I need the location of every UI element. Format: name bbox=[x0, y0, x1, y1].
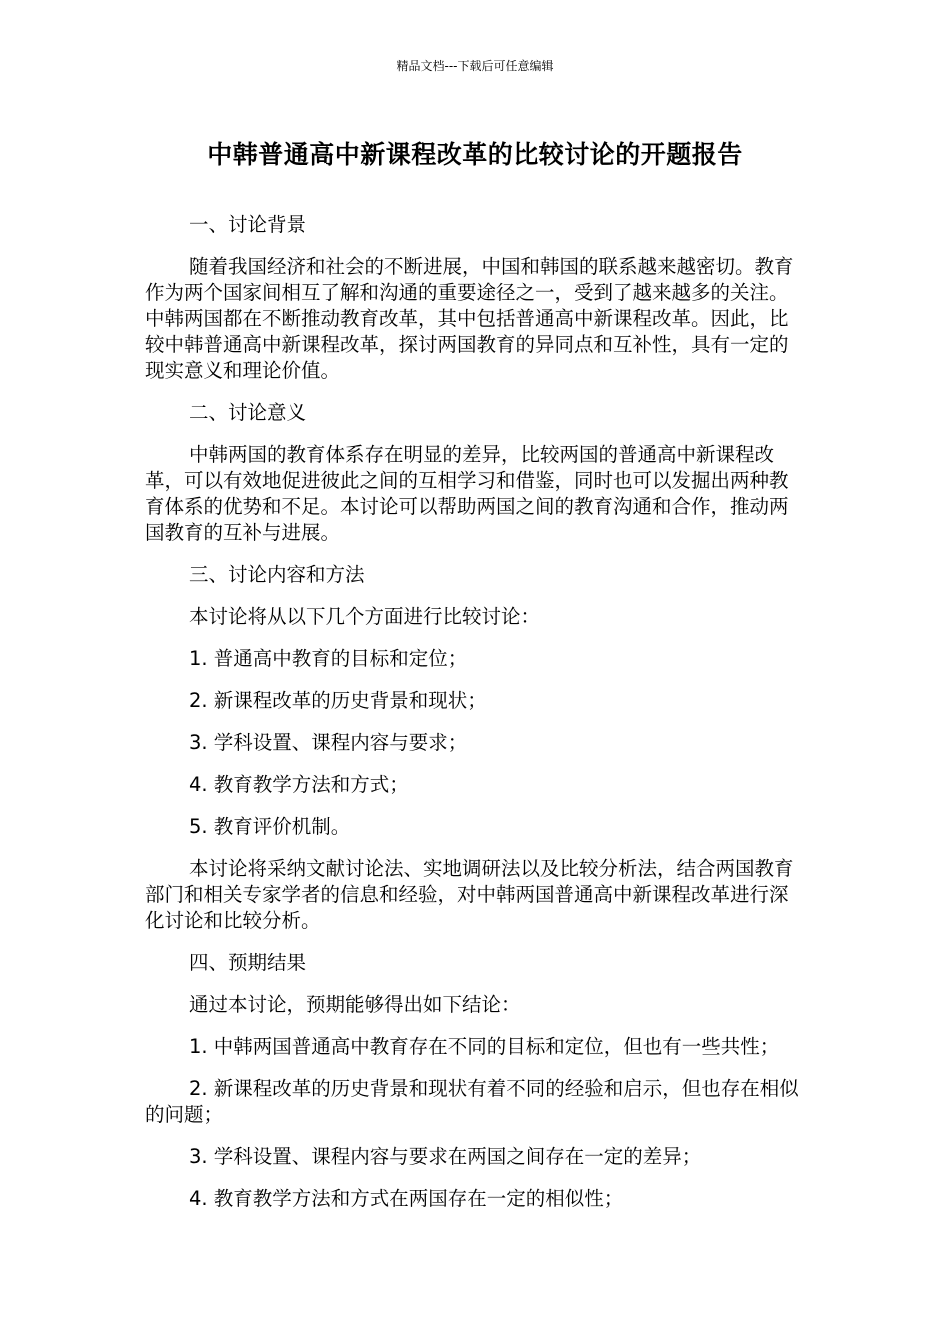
page-header-note: 精品文档---下载后可任意编辑 bbox=[396, 59, 554, 73]
content-list-item: 3. 学科设置、课程内容与要求； bbox=[189, 731, 468, 754]
content-list-item: 5. 教育评价机制。 bbox=[189, 815, 351, 838]
section-heading-content-methods: 三、讨论内容和方法 bbox=[189, 563, 365, 586]
content-list-item: 2. 新课程改革的历史背景和现状； bbox=[189, 689, 487, 712]
background-paragraph: 随着我国经济和社会的不断进展，中国和韩国的联系越来越密切。教育作为两个国家间相互了解和沟通的重要途径之一，受到了越来越多的关注。中韩两国都在不断推动教育改革，其中包括普通高中新课程改革。因此，比较中韩普通高中新课程改革，探讨两国教育的异同点和互补性，具有一定的现实意义和理论价值。 bbox=[145, 255, 794, 382]
content-list-item: 1. 普通高中教育的目标和定位； bbox=[189, 647, 468, 670]
content-list-item: 4. 教育教学方法和方式； bbox=[189, 773, 409, 796]
document-title: 中韩普通高中新课程改革的比较讨论的开题报告 bbox=[207, 140, 743, 169]
methods-paragraph: 本讨论将采纳文献讨论法、实地调研法以及比较分析法，结合两国教育部门和相关专家学者的信息和经验，对中韩两国普通高中新课程改革进行深化讨论和比较分析。 bbox=[145, 857, 794, 932]
section-heading-background: 一、讨论背景 bbox=[189, 213, 307, 236]
results-list-item: 1. 中韩两国普通高中教育存在不同的目标和定位，但也有一些共性； bbox=[189, 1035, 780, 1058]
results-list-item: 3. 学科设置、课程内容与要求在两国之间存在一定的差异； bbox=[189, 1145, 702, 1168]
significance-paragraph: 中韩两国的教育体系存在明显的差异，比较两国的普通高中新课程改革，可以有效地促进彼此之间的互相学习和借鉴，同时也可以发掘出两种教育体系的优势和不足。本讨论可以帮助两国之间的教育沟通和合作，推动两国教育的互补与进展。 bbox=[145, 443, 789, 544]
section-heading-expected-results: 四、预期结果 bbox=[189, 951, 307, 974]
section-heading-significance: 二、讨论意义 bbox=[189, 401, 307, 424]
document-body bbox=[145, 212, 805, 1228]
results-intro: 通过本讨论，预期能够得出如下结论： bbox=[189, 993, 521, 1016]
results-list-item: 2. 新课程改革的历史背景和现状有着不同的经验和启示，但也存在相似的问题； bbox=[145, 1077, 799, 1126]
results-list-item: 4. 教育教学方法和方式在两国存在一定的相似性； bbox=[189, 1187, 624, 1210]
content-intro: 本讨论将从以下几个方面进行比较讨论： bbox=[189, 605, 541, 628]
